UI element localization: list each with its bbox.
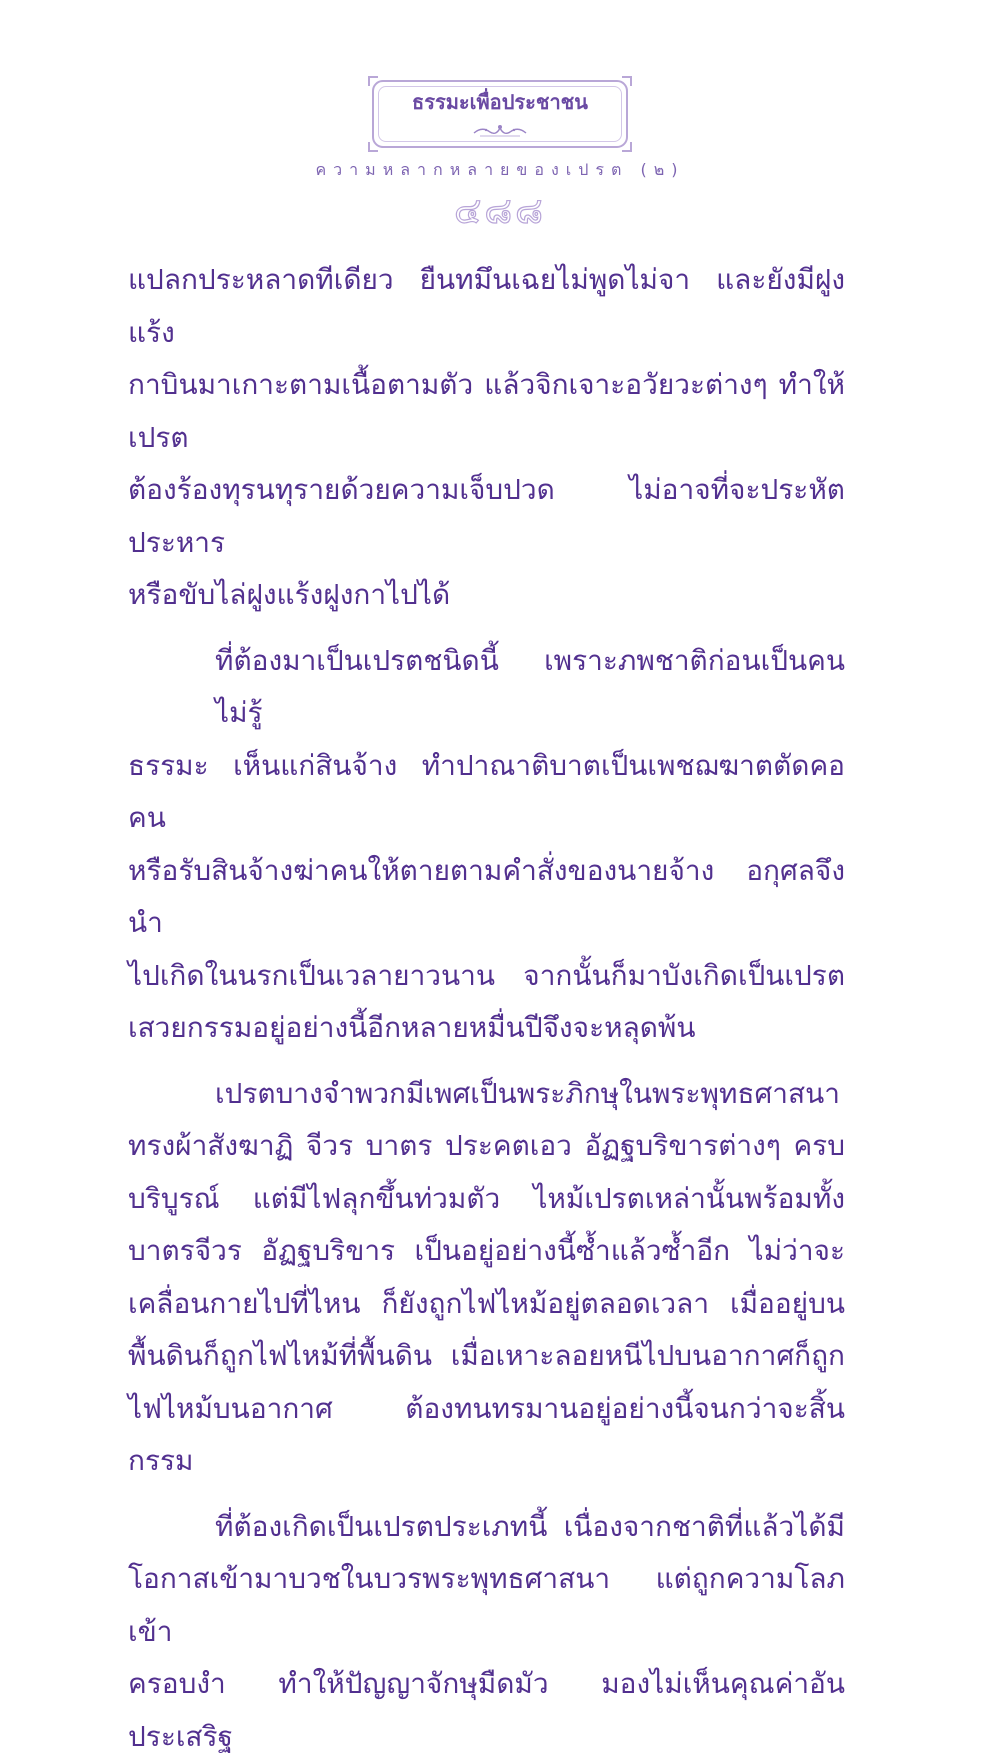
text-line: เปรตบางจำพวกมีเพศเป็นพระภิกษุในพระพุทธศาสนา [128, 1068, 845, 1121]
logo-corner-ornament [368, 142, 378, 152]
chapter-subtitle: ความหลากหลายของเปรต (๒) [0, 158, 1000, 182]
text-line: บริบูรณ์ แต่มีไฟลุกขึ้นท่วมตัว ไหม้เปรตเหล่านั้นพร้อมทั้ง [128, 1173, 845, 1226]
text-line: พื้นดินก็ถูกไฟไหม้ที่พื้นดิน เมื่อเหาะลอยหนีไปบนอากาศก็ถูก [128, 1330, 845, 1383]
flourish-ornament-icon [472, 122, 528, 138]
logo-corner-ornament [622, 142, 632, 152]
paragraph [128, 635, 845, 1055]
body-text [128, 254, 845, 1763]
book-logo [372, 80, 628, 148]
text-line: หรือรับสินจ้างฆ่าคนให้ตายตามคำสั่งของนายจ้าง อกุศลจึงนำ [128, 845, 845, 950]
logo-title: ธรรมะเพื่อประชาชน [374, 89, 626, 115]
text-line: ที่ต้องมาเป็นเปรตชนิดนี้ เพราะภพชาติก่อนเป็นคนไม่รู้ [128, 635, 845, 740]
text-line: หรือขับไล่ฝูงแร้งฝูงกาไปได้ [128, 569, 845, 622]
paragraph [128, 1068, 845, 1488]
text-line: กาบินมาเกาะตามเนื้อตามตัว แล้วจิกเจาะอวัยวะต่างๆ ทำให้เปรต [128, 359, 845, 464]
text-line: ต้องร้องทุรนทุรายด้วยความเจ็บปวด ไม่อาจที่จะประหัตประหาร [128, 464, 845, 569]
text-line: ที่ต้องเกิดเป็นเปรตประเภทนี้ เนื่องจากชาติที่แล้วได้มี [128, 1501, 845, 1554]
text-line: แปลกประหลาดทีเดียว ยืนทมึนเฉยไม่พูดไม่จา และยังมีฝูงแร้ง [128, 254, 845, 359]
paragraph [128, 254, 845, 622]
logo-corner-ornament [368, 76, 378, 86]
text-line: บาตรจีวร อัฏฐบริขาร เป็นอยู่อย่างนี้ซ้ำแล้วซ้ำอีก ไม่ว่าจะ [128, 1225, 845, 1278]
text-line: ครอบงำ ทำให้ปัญญาจักษุมืดมัว มองไม่เห็นคุณค่าอันประเสริฐ [128, 1658, 845, 1763]
text-line: ทรงผ้าสังฆาฏิ จีวร บาตร ประคตเอว อัฏฐบริขารต่างๆ ครบ [128, 1120, 845, 1173]
logo-corner-ornament [622, 76, 632, 86]
text-line: ไปเกิดในนรกเป็นเวลายาวนาน จากนั้นก็มาบังเกิดเป็นเปรต [128, 950, 845, 1003]
text-line: โอกาสเข้ามาบวชในบวรพระพุทธศาสนา แต่ถูกความโลภเข้า [128, 1553, 845, 1658]
text-line: ไฟไหม้บนอากาศ ต้องทนทรมานอยู่อย่างนี้จนกว่าจะสิ้นกรรม [128, 1383, 845, 1488]
page-number: ๔๘๘ [0, 190, 1000, 234]
paragraph [128, 1501, 845, 1763]
text-line: เคลื่อนกายไปที่ไหน ก็ยังถูกไฟไหม้อยู่ตลอดเวลา เมื่ออยู่บน [128, 1278, 845, 1331]
text-line: เสวยกรรมอยู่อย่างนี้อีกหลายหมื่นปีจึงจะหลุดพ้น [128, 1002, 845, 1055]
text-line: ธรรมะ เห็นแก่สินจ้าง ทำปาณาติบาตเป็นเพชฌฆาตตัดคอคน [128, 740, 845, 845]
